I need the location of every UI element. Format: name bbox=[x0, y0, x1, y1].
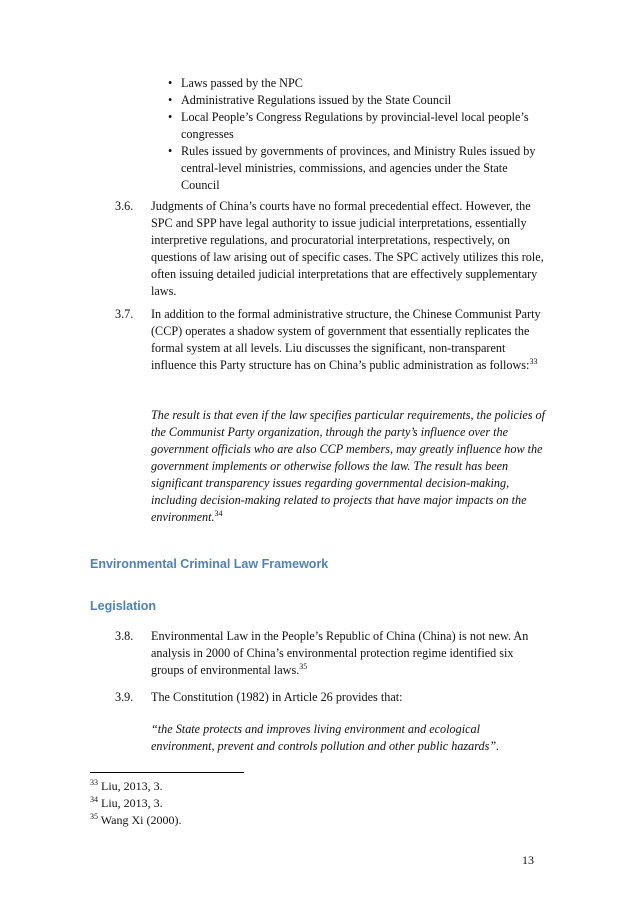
footnote-ref[interactable]: 34 bbox=[214, 508, 223, 518]
footnote-ref[interactable]: 35 bbox=[299, 661, 308, 671]
paragraph-3-9 bbox=[115, 689, 545, 706]
footnote: $^{35}$ Wang Xi (2000). bbox=[90, 812, 182, 827]
paragraph-3-7 bbox=[115, 306, 545, 374]
list-item: • Local People’s Congress Regulations by provincial-level local people’s congresses bbox=[168, 110, 529, 141]
list-item: • Laws passed by the NPC bbox=[168, 76, 303, 90]
footnote: $^{33}$ Liu, 2013, 3. bbox=[90, 778, 163, 793]
list-item: • Administrative Regulations issued by the State Council bbox=[168, 93, 452, 107]
footnote-ref[interactable]: 33 bbox=[529, 356, 538, 366]
section-heading: Environmental Criminal Law Framework bbox=[90, 557, 329, 571]
bullet-icon: • bbox=[168, 110, 173, 124]
paragraph-text: Judgments of China’s courts have no formal precedential effect. However, the SPC and SPP have legal authority to issue judicial interpretations, essentially interpretive regulations, and procuratorial interpretations, respectively, on questions of law arising out of specific cases. The SPC actively utilizes this role, often issuing detailed judicial interpretations that are effectively supplementary laws. bbox=[151, 199, 544, 298]
footnote-divider bbox=[90, 772, 244, 773]
block-quote-liu: The result is that even if the law specifies particular requirements, the policies of the Communist Party organization, through the party’s influence over the government officials who are also CCP members, may greatly influence how the government implements or otherwise follows the law. The result has been significant transparency issues regarding governmental decision-making, including decision-making related to projects that have major impacts on the environment.$^{34}$ bbox=[151, 408, 546, 524]
paragraph-text: Environmental Law in the People’s Republic of China (China) is not new. An analysis in 2000 of China’s environmental protection regime identified six groups of environmental laws.$^{35}$ bbox=[151, 629, 529, 677]
paragraph-number: 3.9. bbox=[115, 690, 134, 704]
paragraph-number: 3.7. bbox=[115, 307, 134, 321]
page-number: 13 bbox=[522, 853, 534, 867]
source-of-law-list bbox=[168, 75, 548, 194]
paragraph-3-8 bbox=[115, 628, 545, 679]
bullet-icon: • bbox=[168, 144, 173, 158]
paragraph-3-6 bbox=[115, 198, 545, 300]
subsection-heading: Legislation bbox=[90, 599, 156, 613]
bullet-icon: • bbox=[168, 76, 173, 90]
footnote: $^{34}$ Liu, 2013, 3. bbox=[90, 795, 163, 810]
paragraph-text: In addition to the formal administrative structure, the Chinese Communist Party (CCP) operates a shadow system of government that essentially replicates the formal system at all levels. Liu discusses the significant, non-transparent influence this Party structure has on China’s public administration as follows:$^{33}$ bbox=[151, 307, 541, 372]
paragraph-number: 3.8. bbox=[115, 629, 134, 643]
constitution-quote: “the State protects and improves living environment and ecological environment, prevent and controls pollution and other public hazards”. bbox=[151, 722, 500, 753]
paragraph-text: The Constitution (1982) in Article 26 provides that: bbox=[151, 690, 403, 704]
bullet-icon: • bbox=[168, 93, 173, 107]
paragraph-number: 3.6. bbox=[115, 199, 134, 213]
list-item: • Rules issued by governments of provinces, and Ministry Rules issued by central-level ministries, commissions, and agencies under the State Council bbox=[168, 144, 536, 192]
